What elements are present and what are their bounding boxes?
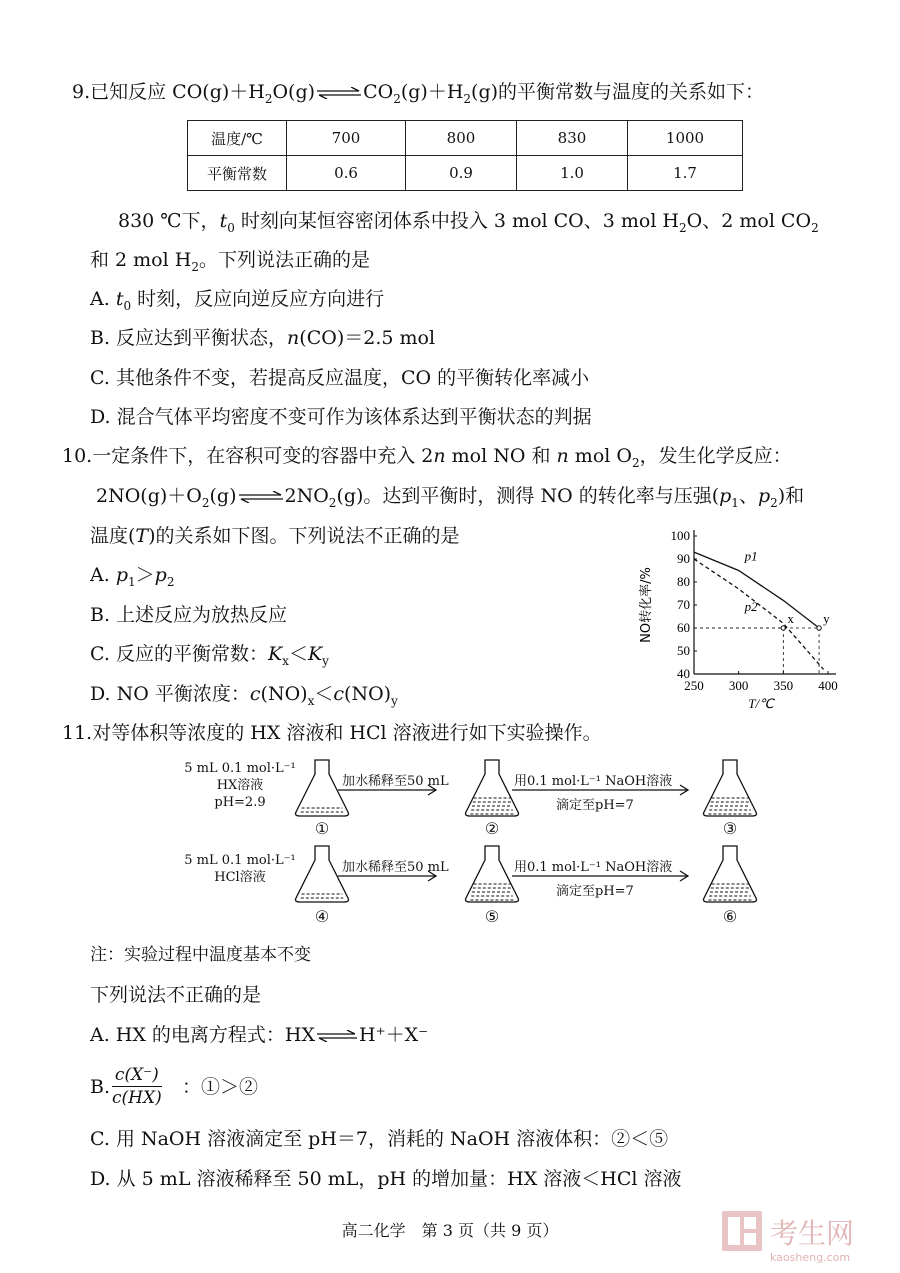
q10-equation: $2NO(g)+O_2(g)$ $2NO_2(g)$。达到平衡时，测得 NO 的转化率与压强($p_1$、$p_2$)和 (96, 485, 805, 510)
q11-option-d: D. 从 5 mL 溶液稀释至 50 mL，pH 的增加量：HX 溶液＜HCl 溶液 (90, 1168, 682, 1190)
titrate-text-1a: 用0.1 mol·L⁻¹ NaOH溶液 (514, 774, 673, 789)
flask-liquid-5 (470, 884, 513, 900)
q10-stem-2: 温度(T)的关系如下图。下列说法不正确的是 (90, 525, 460, 547)
table-cell: 700 (287, 121, 406, 156)
table-cell: 1000 (628, 121, 743, 156)
watermark-icon (720, 1205, 890, 1265)
q9-option-d: D. 混合气体平均密度不变可作为该体系达到平衡状态的判据 (90, 406, 592, 428)
q9-option-b: B. 反应达到平衡状态，n(CO)＝2.5 mol (90, 327, 436, 349)
hcl-solution-label: 5 mL 0.1 mol·L⁻¹ HCl溶液 (184, 853, 296, 885)
point-label-y: y (823, 611, 830, 626)
x-tick-label: 400 (818, 678, 838, 693)
q10-option-a: A. $p_1>p_2$ (90, 564, 175, 589)
table-cell: 830 (517, 121, 628, 156)
flask-number-5: ⑤ (484, 907, 500, 926)
q11-ask: 下列说法不正确的是 (90, 984, 262, 1006)
x-tick-label: 350 (773, 678, 794, 693)
hx-solution-label: 5 mL 0.1 mol·L⁻¹ HX溶液 pH=2.9 (184, 761, 296, 810)
watermark-logo (720, 1205, 890, 1265)
conical-flask-2 (466, 760, 519, 816)
titrate-text-2b: 滴定至pH=7 (556, 884, 634, 899)
q9-stem: 9.已知反应 $CO(g)+H_2O(g)$ $CO_2(g)+H_2(g)$的平衡常数与温度的关系如下： (72, 81, 765, 106)
q10-option-c: C. 反应的平衡常数：$K_x<K_y$ (90, 643, 329, 668)
q11-option-b-fraction (112, 1064, 162, 1109)
x-tick-label: 250 (684, 678, 704, 693)
q10-stem: 10.一定条件下，在容积可变的容器中充入 2n mol NO 和 n mol $O_2$，发生化学反应： (62, 445, 792, 470)
flask-liquid-6 (708, 884, 751, 900)
q9-condition: 830 ℃下，$t_0$ 时刻向某恒容密闭体系中投入 3 mol CO、3 mol $H_2O$、2 mol $CO_2$ (118, 210, 819, 235)
q10-option-d: D. NO 平衡浓度：$c(NO)_x<c(NO)_y$ (90, 683, 398, 708)
dilute-text-1: 加水稀释至50 mL (342, 774, 449, 789)
fraction-denominator: c(HX) (112, 1088, 162, 1108)
y-tick-label: 70 (677, 597, 690, 612)
page-footer: 高二化学 第 3 页（共 9 页） (341, 1221, 559, 1240)
y-axis-label: NO转化率/% (639, 567, 654, 643)
y-tick-label: 40 (677, 666, 690, 681)
y-tick-label: 80 (677, 574, 690, 589)
q10-option-b: B. 上述反应为放热反应 (90, 604, 288, 626)
q9-option-c: C. 其他条件不变，若提高反应温度，CO 的平衡转化率减小 (90, 367, 590, 389)
conical-flask-4 (296, 846, 349, 902)
point-label-x: x (787, 611, 794, 626)
q11-option-c: C. 用 NaOH 溶液滴定至 pH＝7，消耗的 NaOH 溶液体积：②＜⑤ (90, 1128, 669, 1150)
flask-number-1: ① (314, 819, 330, 838)
q11-option-b-text: ：①＞② (182, 1076, 259, 1098)
fraction-numerator: c(X⁻) (112, 1064, 162, 1087)
y-tick-label: 100 (670, 528, 690, 543)
table-header-k: 平衡常数 (188, 156, 287, 191)
titrate-text-2a: 用0.1 mol·L⁻¹ NaOH溶液 (514, 860, 673, 875)
equilibrium-constant-table (187, 120, 743, 191)
x-tick-label: 300 (728, 678, 749, 693)
flask-number-6: ⑥ (722, 907, 738, 926)
conical-flask-5 (466, 846, 519, 902)
table-header-temp: 温度/℃ (188, 121, 287, 156)
q11-option-b-label: B. (90, 1076, 111, 1098)
series-label-p2: p2 (744, 598, 758, 614)
table-cell: 1.0 (517, 156, 628, 191)
y-tick-label: 50 (677, 643, 690, 658)
flask-liquid-1 (301, 808, 343, 812)
flask-liquid-4 (301, 894, 343, 898)
table-cell: 800 (406, 121, 517, 156)
flask-liquid-3 (708, 798, 751, 814)
q11-option-a: A. HX 的电离方程式：HX H⁺＋X⁻ (90, 1024, 429, 1046)
titrate-text-1b: 滴定至pH=7 (556, 798, 634, 813)
watermark-site: kaosheng.com (770, 1251, 851, 1264)
point-y (817, 626, 821, 630)
x-axis-label: T/℃ (748, 696, 774, 711)
no-conversion-chart (636, 522, 856, 712)
flask-liquid-2 (470, 798, 513, 814)
watermark-brand: 考生网 (770, 1217, 855, 1250)
y-tick-label: 60 (677, 620, 690, 635)
conical-flask-1 (296, 760, 349, 816)
q9-condition-2: 和 2 mol $H_2$。下列说法正确的是 (90, 249, 370, 274)
series-label-p1: p1 (744, 548, 758, 564)
table-cell: 0.9 (406, 156, 517, 191)
q9-option-a: A. $t_0$ 时刻，反应向逆反应方向进行 (90, 288, 385, 313)
y-tick-label: 90 (677, 551, 690, 566)
conical-flask-3 (704, 760, 757, 816)
table-cell: 1.7 (628, 156, 743, 191)
dilute-text-2: 加水稀释至50 mL (342, 860, 449, 875)
series-line-p2 (694, 559, 824, 669)
flask-number-2: ② (484, 819, 500, 838)
table-cell: 0.6 (287, 156, 406, 191)
q11-stem: 11.对等体积等浓度的 HX 溶液和 HCl 溶液进行如下实验操作。 (62, 722, 602, 744)
conical-flask-6 (704, 846, 757, 902)
q11-note: 注：实验过程中温度基本不变 (90, 945, 311, 965)
flask-number-3: ③ (722, 819, 738, 838)
flask-number-4: ④ (314, 907, 330, 926)
